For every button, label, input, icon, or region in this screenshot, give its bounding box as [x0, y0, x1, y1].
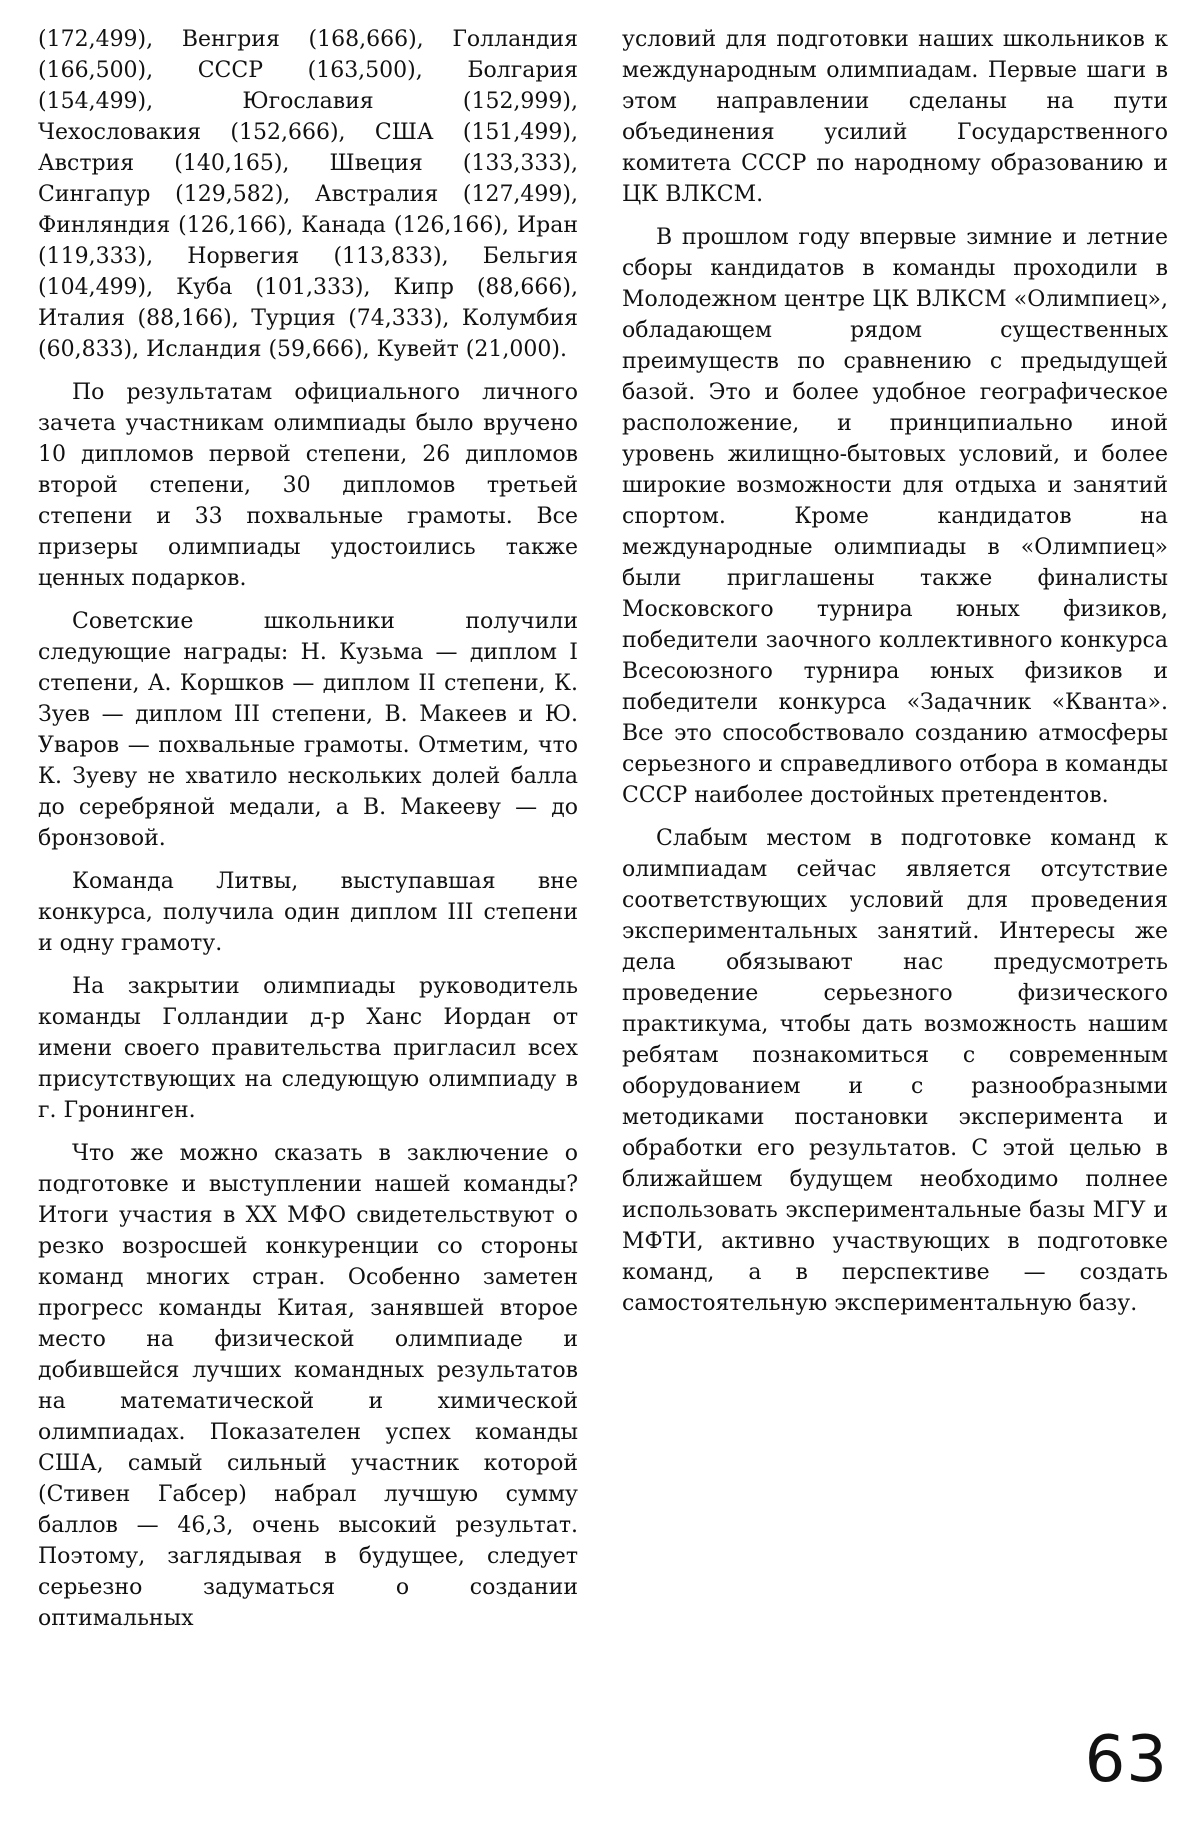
paragraph-closing-ceremony: На закрытии олимпиады руководитель команды Голландии д-р Ханс Иордан от имени своего правительства пригласил всех присутствующих на следующую олимпиаду в г. Гронинген.	[38, 974, 578, 1123]
right-column	[622, 24, 1168, 1331]
paragraph-conclusion: Что же можно сказать в заключение о подготовке и выступлении нашей команды? Итоги участия в XX МФО свидетельствуют о резко возросшей конкуренции со стороны команд многих стран. Особенно заметен прогресс команды Китая, занявшей второе место на физической олимпиаде и добившейся лучших командных результатов на математической и химической олимпиадах. Показателен успех команды США, самый сильный участник которой (Стивен Габсер) набрал лучшую сумму баллов — 46,3, очень высокий результат. Поэтому, заглядывая в будущее, следует серьезно задуматься о создании оптимальных	[38, 1141, 578, 1631]
left-column	[38, 24, 578, 1646]
paragraph-training-camps: В прошлом году впервые зимние и летние сборы кандидатов в команды проходили в Молодежном центре ЦК ВЛКСМ «Олимпиец», обладающем рядом существенных преимуществ по сравнению с предыдущей базой. Это и более удобное географическое расположение, и принципиально иной уровень жилищно-бытовых условий, и более широкие возможности для отдыха и занятий спортом. Кроме кандидатов на международные олимпиады в «Олимпиец» были приглашены также финалисты Московского турнира юных физиков, победители заочного коллективного конкурса Всесоюзного турнира юных физиков и победители конкурса «Задачник «Кванта». Все это способствовало созданию атмосферы серьезного и справедливого отбора в команды СССР наиболее достойных претендентов.	[622, 225, 1168, 808]
page-number: 63	[1084, 1723, 1168, 1797]
paragraph-diploma-results: По результатам официального личного зачета участникам олимпиады было вручено 10 дипломов первой степени, 26 дипломов второй степени, 30 дипломов третьей степени и 33 похвальные грамоты. Все призеры олимпиады удостоились также ценных подарков.	[38, 380, 578, 591]
paragraph-weak-points: Слабым местом в подготовке команд к олимпиадам сейчас является отсутствие соответствующих условий для проведения экспериментальных занятий. Интересы же дела обязывают нас предусмотреть проведение серьезного физического практикума, чтобы дать возможность нашим ребятам познакомиться с современным оборудованием и с разнообразными методиками постановки эксперимента и обработки его результатов. С этой целью в ближайшем будущем необходимо полнее использовать экспериментальные базы МГУ и МФТИ, активно участвующих в подготовке команд, а в перспективе — создать самостоятельную экспериментальную базу.	[622, 826, 1168, 1316]
paragraph-preparation-conditions: условий для подготовки наших школьников к международным олимпиадам. Первые шаги в этом направлении сделаны на пути объединения усилий Государственного комитета СССР по народному образованию и ЦК ВЛКСМ.	[622, 27, 1168, 207]
paragraph-soviet-awards: Советские школьники получили следующие награды: Н. Кузьма — диплом I степени, А. Коршков — диплом II степени, К. Зуев — диплом III степени, В. Макеев и Ю. Уваров — похвальные грамоты. Отметим, что К. Зуеву не хватило нескольких долей балла до серебряной медали, а В. Макееву — до бронзовой.	[38, 609, 578, 851]
paragraph-country-scores: (172,499), Венгрия (168,666), Голландия (166,500), СССР (163,500), Болгария (154,499), Югославия (152,999), Чехословакия (152,666), США (151,499), Австрия (140,165), Швеция (133,333), Сингапур (129,582), Австралия (127,499), Финляндия (126,166), Канада (126,166), Иран (119,333), Норвегия (113,833), Бельгия (104,499), Куба (101,333), Кипр (88,666), Италия (88,166), Турция (74,333), Колумбия (60,833), Исландия (59,666), Кувейт (21,000).	[38, 27, 578, 362]
paragraph-lithuania-team: Команда Литвы, выступавшая вне конкурса, получила один диплом III степени и одну грамоту.	[38, 869, 578, 956]
